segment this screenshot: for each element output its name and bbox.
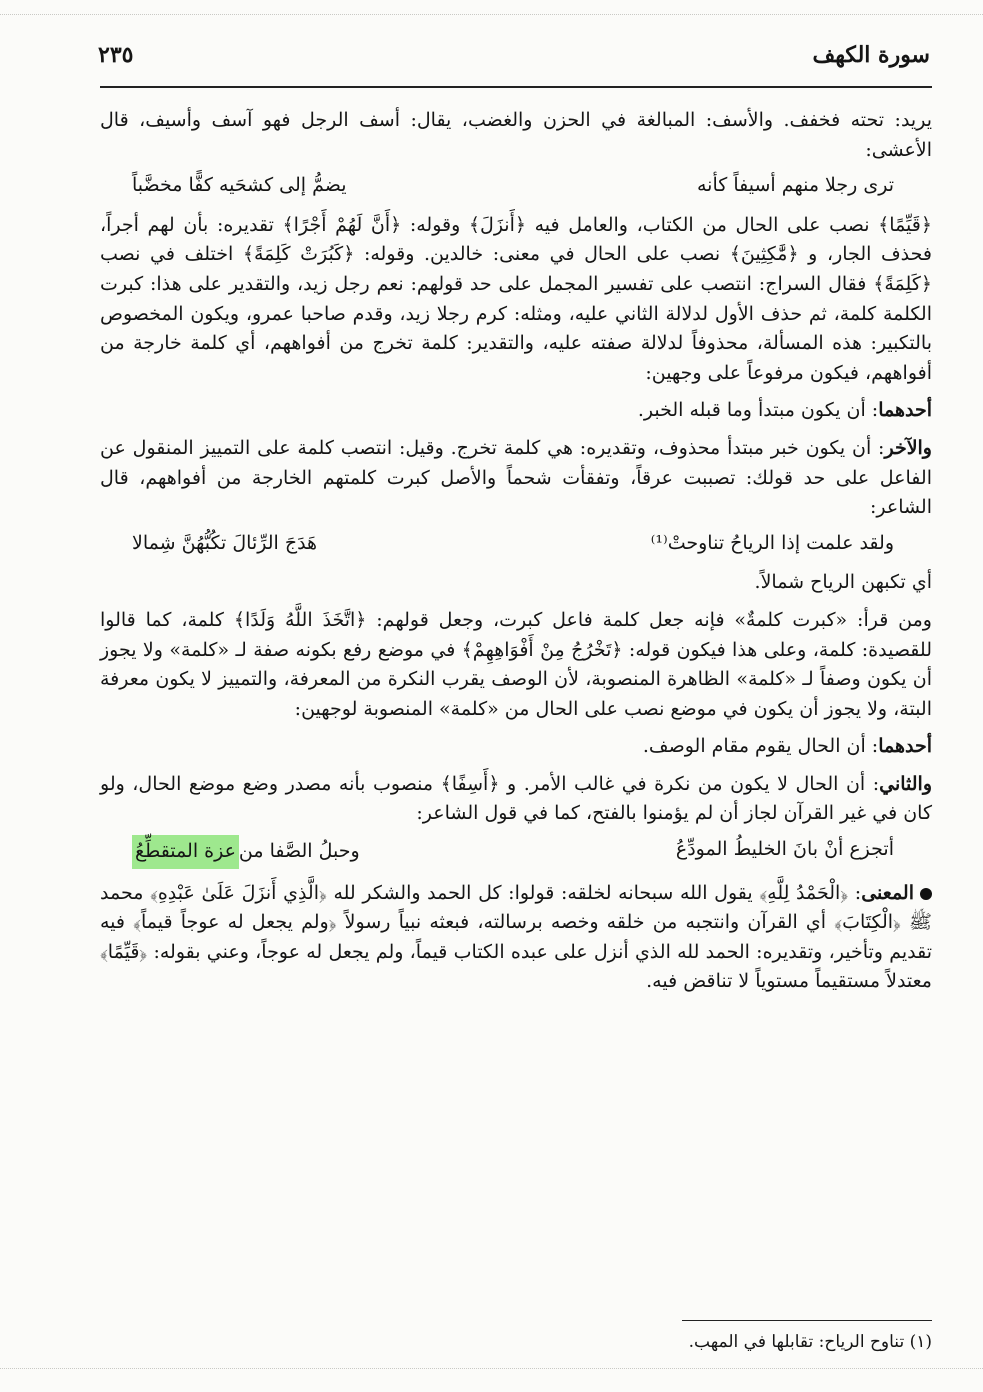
footnote-divider	[682, 1320, 932, 1321]
page-number: ٢٣٥	[98, 42, 134, 68]
lead-word: المعنى	[861, 881, 914, 904]
paragraph: والثاني: أن الحال لا يكون من نكرة في غالب الأمر. و ﴿أَسِفًا﴾ منصوب بأنه مصدر وضع موضع الحال، ولو كان في غير القرآن لجاز أن لم يؤمنوا بالفتح، كما في قول الشاعر:	[100, 772, 932, 825]
paragraph: أي تكبهن الرياح شمالاً.	[754, 571, 932, 594]
verse-second-hemistich: يضمُّ إلى كشحَيه كفًّا مخضَّباً	[132, 174, 347, 197]
surah-title: سورة الكهف	[812, 42, 930, 68]
paragraph: أحدهما: أن الحال يقوم مقام الوصف.	[642, 735, 932, 758]
paragraph: ﴿قَيِّمًا﴾ نصب على الحال من الكتاب، والعامل فيه ﴿أَنزَلَ﴾ وقوله: ﴿أَنَّ لَهُمْ أَجْرًا﴾ تقديره: بأن لهم أجراً، فحذف الجار، و ﴿مَّٰكِثِينَ﴾ نصب على الحال في معنى: خالدين. وقوله: ﴿كَبُرَتْ كَلِمَةً﴾ اختلف في نصب ﴿كَلِمَةً﴾ فقال السراج: انتصب على تفسير المجمل على حد قولهم: نعم رجل زيد، والتقدير على هذا: كبرت الكلمة كلمة، ثم حذف الأول لدلالة الثاني عليه، ومثله: كرم رجلا زيد، وقدم صاحبا عمرو، ويكون المخصوص بالتكبير: هذه المسألة، محذوفاً لدلالة صفته عليه، والتقدير: كلمة تخرج من أفواههم، أي كلمة خارجة من أفواههم، فيكون مرفوعاً على وجهين:	[100, 213, 932, 384]
lead-word: أحدهما	[878, 399, 932, 422]
poetry-verse	[100, 835, 932, 869]
verse-first-hemistich: ترى رجلا منهم أسيفاً كأنه	[696, 174, 894, 197]
bullet-icon	[920, 888, 932, 900]
paragraph: أحدهما: أن يكون مبتدأ وما قبله الخبر.	[637, 399, 932, 422]
verse-second-hemistich: هَدَجَ الرِّئالَ تكُبُّهُنَّ شِمالا	[132, 531, 318, 554]
verse-first-hemistich: ولقد علمت إذا الرياحُ تناوحتْ⁽¹⁾	[650, 531, 894, 554]
page	[100, 0, 932, 1392]
header-divider	[100, 86, 932, 88]
poetry-verse	[100, 529, 932, 559]
running-header	[100, 38, 932, 84]
lead-word: والآخر	[884, 436, 932, 459]
highlighted-text[interactable]: عزة المتقطِّعُ	[132, 835, 239, 869]
poetry-verse	[100, 171, 932, 201]
commentary-body	[100, 106, 932, 997]
paragraph: يريد: تحته فخفف. والأسف: المبالغة في الحزن والغضب، يقال: أسف الرجل فهو آسف وأسيف، قال الأعشى:	[100, 109, 932, 161]
footnote: (١) تناوح الرياح: تقابلها في المهب.	[688, 1332, 932, 1352]
verse-first-hemistich: أتجزع أنْ بانَ الخليطُ المودِّعُ	[675, 838, 894, 861]
paragraph: والآخر: أن يكون خبر مبتدأ محذوف، وتقديره: هي كلمة تخرج. وقيل: انتصب كلمة على التمييز المنقول عن الفاعل على حد قولك: تصببت عرقاً، وتفقأت شحماً والأصل كبرت كلمتهم الخارجة من أفواههم، قال الشاعر:	[100, 436, 932, 519]
verse-second-hemistich: وحبلُ الصَّفا منعزة المتقطِّعُ	[132, 835, 360, 869]
paragraph: ومن قرأ: «كبرت كلمةٌ» فإنه جعل كلمة فاعل كبرت، وجعل قولهم: ﴿اتَّخَذَ اللَّهُ وَلَدًا﴾ كلمة، كما قالوا للقصيدة: كلمة، وعلى هذا فيكون قوله: ﴿تَخْرُجُ مِنْ أَفْوَاهِهِمْ﴾ في موضع رفع بكونه صفة لـ «كلمة» ولا يجوز أن يكون وصفاً لـ «كلمة» الظاهرة المنصوبة، لأن الوصف يقرب النكرة من المعرفة، والتمييز لا يكون معرفة البتة، ولا يجوز أن يكون في موضع نصب على الحال من «كلمة» المنصوبة لوجهين:	[100, 608, 932, 720]
lead-word: أحدهما	[878, 735, 932, 758]
lead-word: والثاني	[879, 772, 932, 795]
paragraph: المعنى: ﴿الْحَمْدُ لِلَّهِ﴾ يقول الله سبحانه لخلقه: قولوا: كل الحمد والشكر لله ﴿الَّذِي أَنزَلَ عَلَىٰ عَبْدِهِ﴾ محمد ﷺ ﴿الْكِتَابَ﴾ أي القرآن وانتجبه من خلقه وخصه برسالته، فبعثه نبياً رسولاً ﴿ولم يجعل له عوجاً قيماً﴾ فيه تقديم وتأخير، وتقديره: الحمد لله الذي أنزل على عبده الكتاب قيماً، ولم يجعل له عوجاً، وعني بقوله: ﴿قَيِّمًا﴾ معتدلاً مستقيماً مستوياً لا تناقض فيه.	[100, 881, 932, 993]
